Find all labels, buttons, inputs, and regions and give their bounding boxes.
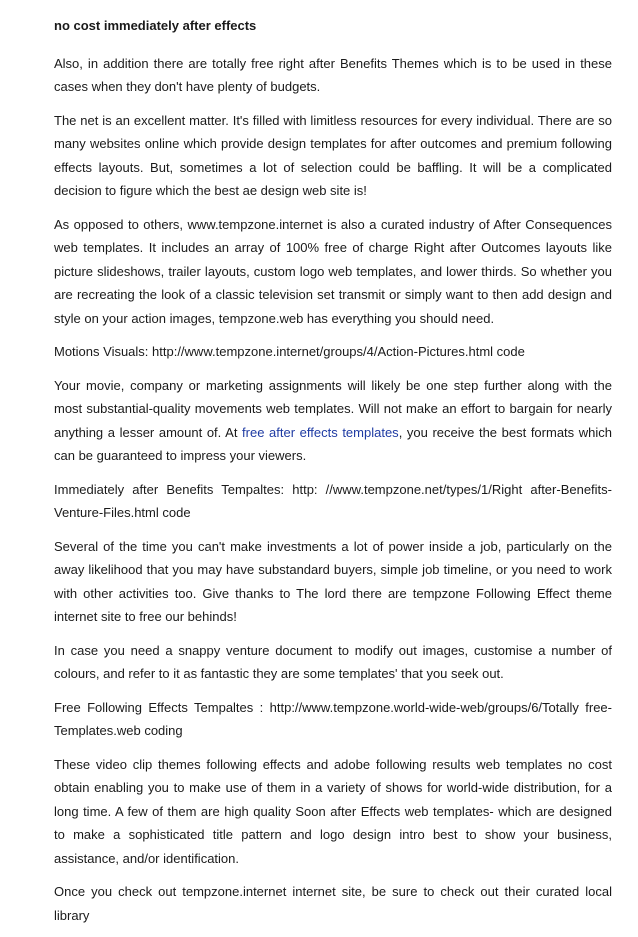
document-page [54, 14, 612, 937]
paragraph-check-out: Once you check out tempzone.internet internet site, be sure to check out their curated local library [54, 884, 612, 923]
paragraph-investments: Several of the time you can't make investments a lot of power inside a job, particularly on the away likelihood that you may have substandard buyers, simple job timeline, or you need to work with other activities too. Give thanks to The lord there are tempzone Following Effect theme internet site to free our behinds! [54, 538, 612, 624]
document-heading: no cost immediately after effects [54, 18, 257, 33]
paragraph-free-following-effects: Free Following Effects Tempaltes : http://www.tempzone.world-wide-web/groups/6/Totally free-Templates.web coding [54, 699, 612, 738]
paragraph-motion-visuals: Motions Visuals: http://www.tempzone.internet/groups/4/Action-Pictures.html code [54, 344, 525, 359]
paragraph-net: The net is an excellent matter. It's filled with limitless resources for every individual. There are so many websites online which provide design templates for after outcomes and premium following effects layouts. But, sometimes a lot of selection could be baffling. It will be a complicated decision to figure which the best ae design web site is! [54, 112, 612, 198]
paragraph-tempzone-intro: As opposed to others, www.tempzone.internet is also a curated industry of After Consequences web templates. It includes an array of 100% free of charge Right after Outcomes layouts like picture slideshows, trailer layouts, custom logo web templates, and lower thirds. So whether you are recreating the look of a classic television set transmit or simply want to then add design and style on your action images, tempzone.web has everything you should need. [54, 216, 612, 326]
paragraph-budget: Also, in addition there are totally free right after Benefits Themes which is to be used in these cases when they don't have plenty of budgets. [54, 55, 612, 94]
paragraph-snappy-venture: In case you need a snappy venture document to modify out images, customise a number of colours, and refer to it as fantastic they are some templates' that you seek out. [54, 642, 612, 681]
paragraph-after-effects-templates: Immediately after Benefits Tempaltes: http: //www.tempzone.net/types/1/Right after-Benefits-Venture-Files.html code [54, 481, 612, 520]
paragraph-with-link [54, 374, 612, 468]
paragraph-link-before: Your movie, company or marketing assignments will likely be one step further along with the most substantial-quality movements web templates. Will not make an effort to bargain for nearly anything a lesser amount of. At [54, 377, 612, 440]
free-templates-link[interactable]: free after effects templates [242, 424, 399, 440]
paragraph-video-clip-themes: These video clip themes following effects and adobe following results web templates no cost obtain enabling you to make use of them in a variety of shows for world-wide distribution, for a long time. A few of them are high quality Soon after Effects web templates- which are designed to make a sophisticated title pattern and logo design intro best to show your business, assistance, and/or identification. [54, 756, 612, 866]
paragraph-link-after: , you receive the best formats which can be guaranteed to impress your viewers. [54, 424, 612, 463]
